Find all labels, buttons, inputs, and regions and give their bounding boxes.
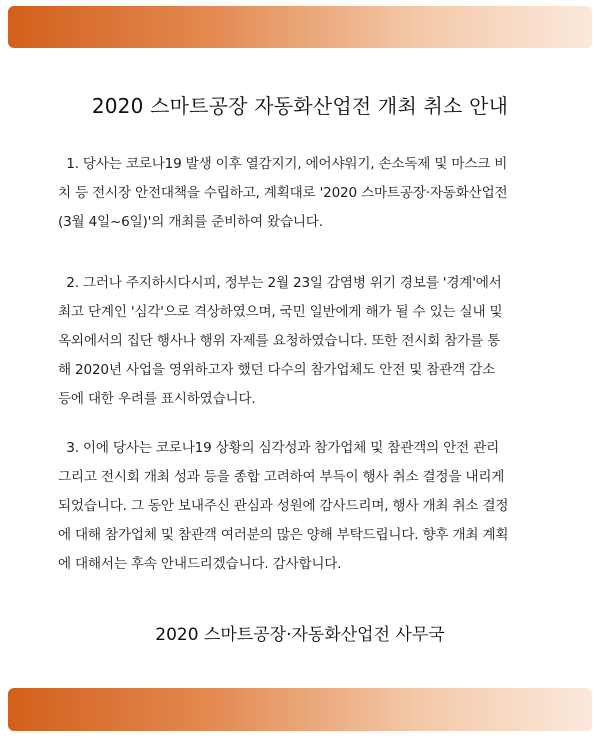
paragraph-1	[58, 150, 546, 237]
paragraph-2	[58, 269, 546, 414]
paragraph-line: 옥외에서의 집단 행사나 행위 자제를 요청하였습니다. 또한 전시회 참가를 통	[58, 333, 501, 349]
paragraph-line: (3월 4일~6일)'의 개최를 준비하여 왔습니다.	[58, 214, 323, 230]
paragraph-3	[58, 434, 546, 579]
notice-title: 2020 스마트공장 자동화산업전 개최 취소 안내	[91, 94, 509, 118]
top-decorative-bar	[8, 6, 592, 48]
paragraph-line: 그리고 전시회 개최 성과 등을 종합 고려하여 부득이 행사 취소 결정을 내리게	[58, 469, 505, 485]
paragraph-line: 2. 그러나 주지하시다시피, 정부는 2월 23일 감염병 위기 경보를 '경계'에서	[58, 275, 502, 291]
paragraph-line: 치 등 전시장 안전대책을 수립하고, 계획대로 '2020 스마트공장·자동화산업전	[58, 185, 508, 201]
paragraph-line: 3. 이에 당사는 코로나19 상황의 심각성과 참가업체 및 참관객의 안전 관리	[58, 440, 500, 456]
paragraph-line: 에 대해서는 후속 안내드리겠습니다. 감사합니다.	[58, 556, 342, 572]
bottom-decorative-bar	[8, 688, 592, 731]
paragraph-line: 등에 대한 우려를 표시하였습니다.	[58, 391, 256, 407]
organizer-signature: 2020 스마트공장·자동화산업전 사무국	[155, 625, 445, 645]
paragraph-line: 에 대해 참가업체 및 참관객 여러분의 많은 양해 부탁드립니다. 향후 개최 계획	[58, 527, 509, 543]
paragraph-line: 1. 당사는 코로나19 발생 이후 열감지기, 에어샤워기, 손소독제 및 마스크 비	[58, 156, 508, 172]
paragraph-line: 최고 단계인 '심각'으로 격상하였으며, 국민 일반에게 해가 될 수 있는 실내 및	[58, 304, 503, 320]
paragraph-line: 해 2020년 사업을 영위하고자 했던 다수의 참가업체도 안전 및 참관객 감소	[58, 362, 496, 378]
paragraph-line: 되었습니다. 그 동안 보내주신 관심과 성원에 감사드리며, 행사 개최 취소 결정	[58, 498, 509, 514]
